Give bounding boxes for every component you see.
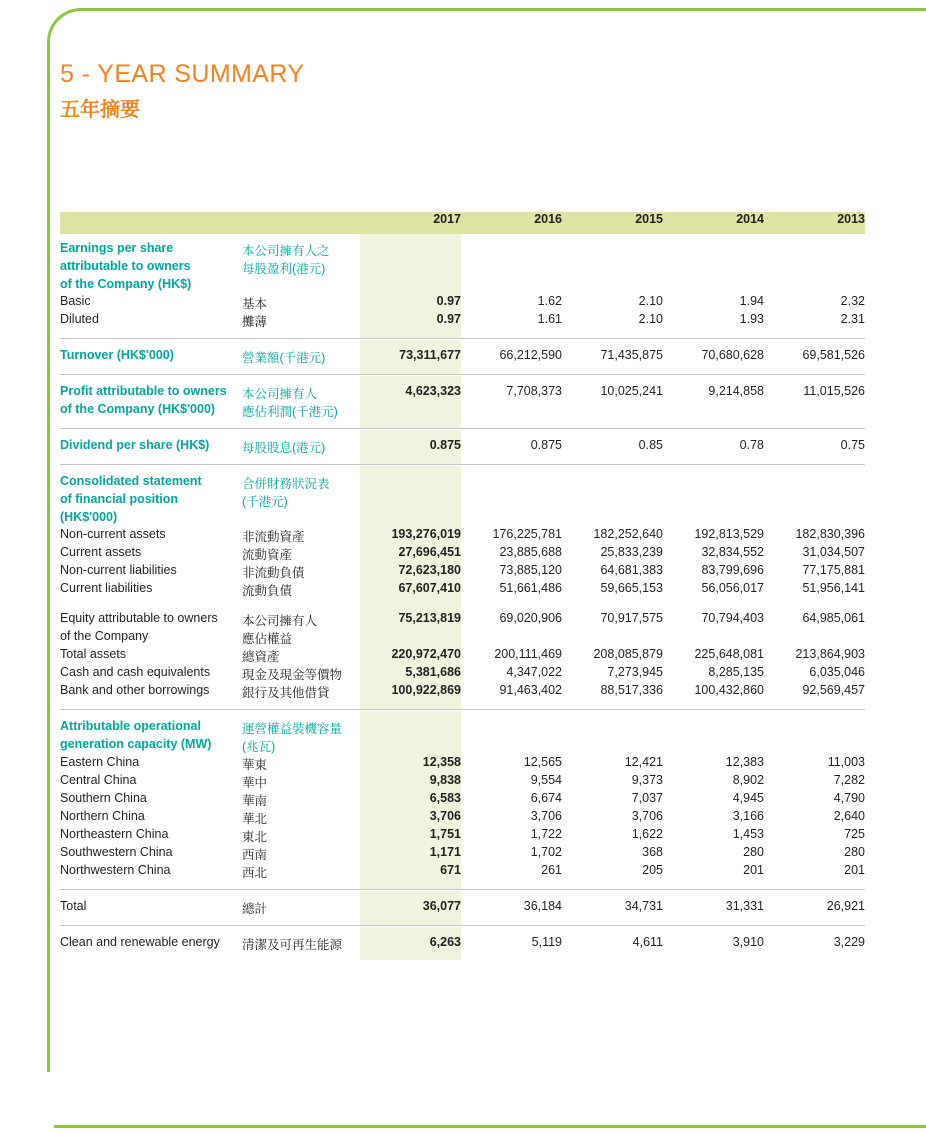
cell-2013: 11,015,526 [803, 384, 865, 398]
cell-2014: 201 [743, 863, 764, 877]
cell-2016: 1.61 [537, 312, 562, 326]
cell-2013: 6,035,046 [809, 665, 865, 679]
spacer [60, 430, 865, 438]
row-label-zh: 流動資產 [242, 548, 293, 562]
header-col-2015: 2015 [562, 212, 663, 234]
table-row [60, 665, 865, 683]
row-label-en: Total assets [60, 647, 127, 661]
cfp-label-en-3: (HK$'000) [60, 510, 118, 524]
row-label-en: Diluted [60, 312, 99, 326]
section-capacity-title-line1 [60, 719, 865, 737]
table-row [60, 647, 865, 665]
row-label-zh: 非流動負債 [242, 566, 305, 580]
cell-2013: 280 [844, 845, 865, 859]
row-label-en: Dividend per share (HK$) [60, 438, 210, 452]
cell-2017: 75,213,819 [360, 611, 461, 629]
row-label-en: Southern China [60, 791, 147, 805]
eps-label-en-2: attributable to owners [60, 259, 191, 273]
cell-2016: 4,347,022 [506, 665, 562, 679]
frame-gap [44, 1072, 54, 1132]
table-row [60, 294, 865, 312]
row-label-zh: 總資產 [242, 650, 280, 664]
frame-notch [44, 0, 926, 14]
cell-2017: 193,276,019 [360, 527, 461, 545]
cell-2016: 23,885,688 [499, 545, 562, 559]
row-label-en: Northwestern China [60, 863, 171, 877]
row-label-en: Current assets [60, 545, 142, 559]
cell-2014: 280 [743, 845, 764, 859]
cell-2015: 0.85 [638, 438, 663, 452]
table-row [60, 611, 865, 629]
spacer [60, 330, 865, 339]
table-row [60, 683, 865, 701]
row-label-en: Total [60, 899, 87, 913]
cell-2014: 3,166 [732, 809, 764, 823]
row-label-zh: 西南 [242, 848, 268, 862]
cell-2013: 725 [844, 827, 865, 841]
table-row [60, 312, 865, 330]
cell-2013: 3,229 [833, 935, 865, 949]
cell-2013: 213,864,903 [795, 647, 865, 661]
row-label-en: Clean and renewable energy [60, 935, 220, 949]
cell-2016: 5,119 [531, 935, 562, 949]
cell-2013: 2,640 [833, 809, 865, 823]
cell-2015: 71,435,875 [600, 348, 663, 362]
table-row [60, 384, 865, 402]
row-label-en: Basic [60, 294, 91, 308]
cell-2014: 192,813,529 [694, 527, 764, 541]
table-row [60, 845, 865, 863]
cell-2015: 205 [642, 863, 663, 877]
cell-2013: 51,956,141 [802, 581, 865, 595]
cell-2014: 83,799,696 [701, 563, 764, 577]
cell-2014: 56,056,017 [701, 581, 764, 595]
spacer [60, 711, 865, 719]
cell-2013: 4,790 [833, 791, 865, 805]
table-row-cont [60, 629, 865, 647]
row-label-zh: 西北 [242, 866, 268, 880]
cell-2015: 7,037 [631, 791, 663, 805]
row-label-zh: 流動負債 [242, 584, 293, 598]
table-row [60, 581, 865, 599]
cell-2015: 88,517,336 [600, 683, 663, 697]
row-label-zh: 華北 [242, 812, 268, 826]
table-header-row [60, 212, 865, 234]
row-label-zh: 本公司擁有人 [242, 387, 318, 401]
cell-2015: 2.10 [638, 294, 663, 308]
header-blank-zh [242, 212, 360, 234]
page-content [60, 60, 900, 960]
cell-2017: 220,972,470 [360, 647, 461, 665]
cell-2017: 12,358 [360, 755, 461, 773]
capacity-label-en-2: generation capacity (MW) [60, 737, 212, 751]
cell-2017: 1,751 [360, 827, 461, 845]
page-title-zh: 五年摘要 [60, 99, 140, 121]
table-row [60, 827, 865, 845]
row-label-en: Central China [60, 773, 137, 787]
cell-2013: 11,003 [827, 755, 865, 769]
cell-2017: 4,623,323 [360, 384, 461, 402]
header-col-2016: 2016 [461, 212, 562, 234]
table-row [60, 755, 865, 773]
cell-2016: 7,708,373 [506, 384, 562, 398]
cell-2016: 3,706 [530, 809, 562, 823]
section-eps-title-line3 [60, 277, 865, 294]
row-label-zh: 華東 [242, 758, 268, 772]
cell-2015: 10,025,241 [600, 384, 663, 398]
row-label-en: Equity attributable to owners [60, 611, 218, 625]
cell-2014: 1.94 [739, 294, 764, 308]
row-label-en: Northeastern China [60, 827, 169, 841]
spacer [60, 891, 865, 899]
cell-2013: 2.32 [840, 294, 865, 308]
cell-2015: 64,681,383 [600, 563, 663, 577]
cell-2015: 34,731 [624, 899, 663, 913]
row-label-zh: 銀行及其他借貸 [242, 686, 330, 700]
section-cfp-title-line1 [60, 474, 865, 492]
row-label-en: Cash and cash equivalents [60, 665, 211, 679]
cell-2015: 59,665,153 [600, 581, 663, 595]
cell-2017: 0.97 [360, 312, 461, 330]
cell-2014: 0.78 [739, 438, 764, 452]
spacer [60, 917, 865, 926]
eps-label-en-3: of the Company (HK$) [60, 277, 192, 291]
cell-2015: 2.10 [638, 312, 663, 326]
cell-2016: 69,020,906 [499, 611, 562, 625]
header-col-2014: 2014 [663, 212, 764, 234]
cell-2013: 26,921 [826, 899, 865, 913]
table-row [60, 935, 865, 953]
cell-2016: 91,463,402 [499, 683, 562, 697]
cell-2016: 12,565 [523, 755, 562, 769]
row-label-en-2: of the Company (HK$'000) [60, 402, 216, 416]
eps-label-zh-1: 本公司擁有人之 [242, 244, 330, 258]
row-label-zh: 清潔及可再生能源 [242, 938, 343, 952]
table-row [60, 809, 865, 827]
cell-2015: 3,706 [631, 809, 663, 823]
cell-2017: 6,583 [360, 791, 461, 809]
table-row [60, 563, 865, 581]
row-label-en: Non-current liabilities [60, 563, 177, 577]
five-year-summary-table [60, 212, 865, 960]
row-label-zh: 華中 [242, 776, 268, 790]
cell-2015: 368 [642, 845, 663, 859]
cell-2014: 32,834,552 [701, 545, 764, 559]
cell-2017: 72,623,180 [360, 563, 461, 581]
row-label-en: Turnover (HK$'000) [60, 348, 174, 362]
cell-2015: 25,833,239 [600, 545, 663, 559]
capacity-label-zh-2: (兆瓦) [242, 740, 276, 754]
cell-2017: 27,696,451 [360, 545, 461, 563]
cell-2013: 2.31 [840, 312, 865, 326]
cell-2017: 6,263 [360, 935, 461, 953]
cell-2015: 4,611 [632, 935, 663, 949]
spacer [60, 376, 865, 384]
cell-2013: 64,985,061 [802, 611, 865, 625]
section-capacity-title-line2 [60, 737, 865, 755]
cell-2016: 200,111,469 [494, 647, 562, 661]
cell-2015: 182,252,640 [593, 527, 663, 541]
row-label-en-2: of the Company [60, 629, 149, 643]
spacer [60, 420, 865, 429]
cfp-label-zh-1: 合併財務狀況表 [242, 477, 330, 491]
header-blank-en [60, 212, 242, 234]
row-label-zh: 東北 [242, 830, 268, 844]
row-label-zh: 營業額(千港元) [242, 351, 326, 365]
cell-2014: 31,331 [725, 899, 764, 913]
cell-2017: 5,381,686 [360, 665, 461, 683]
spacer [60, 366, 865, 375]
cell-2015: 208,085,879 [593, 647, 663, 661]
spacer [60, 599, 865, 611]
cell-2014: 1.93 [739, 312, 764, 326]
cell-2016: 6,674 [530, 791, 562, 805]
cell-2014: 8,285,135 [708, 665, 764, 679]
cell-2013: 182,830,396 [795, 527, 865, 541]
eps-label-zh-2: 每股盈利(港元) [242, 262, 326, 276]
spacer [60, 953, 865, 960]
cell-2016: 0.875 [530, 438, 562, 452]
cell-2017: 73,311,677 [360, 348, 461, 366]
cell-2017: 3,706 [360, 809, 461, 827]
table-row-total [60, 899, 865, 917]
cell-2017: 9,838 [360, 773, 461, 791]
section-eps-title-line2 [60, 259, 865, 277]
row-label-zh: 攤薄 [242, 315, 268, 329]
cell-2016: 261 [541, 863, 562, 877]
cell-2014: 100,432,860 [694, 683, 764, 697]
cell-2017: 1,171 [360, 845, 461, 863]
cell-2013: 0.75 [840, 438, 865, 452]
cell-2017: 100,922,869 [360, 683, 461, 701]
section-cfp-title-line3 [60, 510, 865, 527]
cell-2013: 92,569,457 [802, 683, 865, 697]
table-row [60, 348, 865, 366]
cell-2014: 70,680,628 [701, 348, 764, 362]
cell-2014: 4,945 [732, 791, 764, 805]
row-label-zh: 基本 [242, 297, 268, 311]
eps-label-en-1: Earnings per share [60, 241, 174, 255]
row-label-en: Southwestern China [60, 845, 173, 859]
cfp-label-en-2: of financial position [60, 492, 179, 506]
cell-2014: 3,910 [732, 935, 764, 949]
table-row [60, 527, 865, 545]
cell-2013: 201 [844, 863, 865, 877]
row-label-en: Bank and other borrowings [60, 683, 210, 697]
spacer [60, 234, 865, 241]
table-row [60, 863, 865, 881]
cell-2017: 0.875 [360, 438, 461, 456]
cell-2014: 8,902 [732, 773, 764, 787]
cell-2015: 70,917,575 [600, 611, 663, 625]
cell-2013: 7,282 [833, 773, 865, 787]
page-title-en: 5 - YEAR SUMMARY [60, 60, 305, 88]
row-label-en: Non-current assets [60, 527, 166, 541]
cell-2016: 1,722 [530, 827, 562, 841]
cell-2016: 73,885,120 [499, 563, 562, 577]
cell-2017: 67,607,410 [360, 581, 461, 599]
spacer [60, 701, 865, 710]
table-row-cont [60, 402, 865, 420]
row-label-zh-2: 應佔利潤(千港元) [242, 405, 338, 419]
cell-2016: 1,702 [530, 845, 562, 859]
cell-2014: 225,648,081 [694, 647, 764, 661]
cfp-label-zh-2: (千港元) [242, 495, 288, 509]
row-label-zh: 總計 [242, 902, 268, 916]
spacer [60, 466, 865, 474]
cell-2017: 671 [360, 863, 461, 881]
cell-2013: 77,175,881 [802, 563, 865, 577]
header-col-2013: 2013 [764, 212, 865, 234]
cell-2015: 12,421 [624, 755, 663, 769]
cell-2017: 36,077 [360, 899, 461, 917]
cell-2013: 31,034,507 [802, 545, 865, 559]
table-row [60, 438, 865, 456]
capacity-label-zh-1: 運營權益裝機容量 [242, 722, 343, 736]
cell-2016: 51,661,486 [499, 581, 562, 595]
header-col-2017: 2017 [360, 212, 461, 234]
cell-2014: 9,214,858 [708, 384, 764, 398]
cell-2015: 9,373 [631, 773, 663, 787]
row-label-zh: 每股股息(港元) [242, 441, 326, 455]
capacity-label-en-1: Attributable operational [60, 719, 201, 733]
cell-2016: 1.62 [537, 294, 562, 308]
row-label-zh: 非流動資產 [242, 530, 305, 544]
row-label-zh-2: 應佔權益 [242, 632, 293, 646]
cell-2016: 36,184 [523, 899, 562, 913]
cell-2013: 69,581,526 [802, 348, 865, 362]
cell-2017: 0.97 [360, 294, 461, 312]
spacer [60, 881, 865, 890]
row-label-en: Eastern China [60, 755, 140, 769]
cell-2015: 7,273,945 [607, 665, 663, 679]
cell-2016: 176,225,781 [492, 527, 562, 541]
cfp-label-en-1: Consolidated statement [60, 474, 202, 488]
spacer [60, 927, 865, 935]
row-label-zh: 現金及現金等價物 [242, 668, 343, 682]
cell-2016: 9,554 [530, 773, 562, 787]
row-label-en: Current liabilities [60, 581, 153, 595]
cell-2016: 66,212,590 [499, 348, 562, 362]
table-row [60, 773, 865, 791]
spacer [60, 340, 865, 348]
cell-2014: 1,453 [732, 827, 764, 841]
section-eps-title-line1 [60, 241, 865, 259]
row-label-zh: 本公司擁有人 [242, 614, 318, 628]
cell-2014: 70,794,403 [701, 611, 764, 625]
row-label-en: Profit attributable to owners [60, 384, 227, 398]
cell-2014: 12,383 [725, 755, 764, 769]
spacer [60, 456, 865, 465]
cell-2015: 1,622 [631, 827, 663, 841]
row-label-en: Northern China [60, 809, 145, 823]
section-cfp-title-line2 [60, 492, 865, 510]
table-row [60, 545, 865, 563]
row-label-zh: 華南 [242, 794, 268, 808]
table-row [60, 791, 865, 809]
